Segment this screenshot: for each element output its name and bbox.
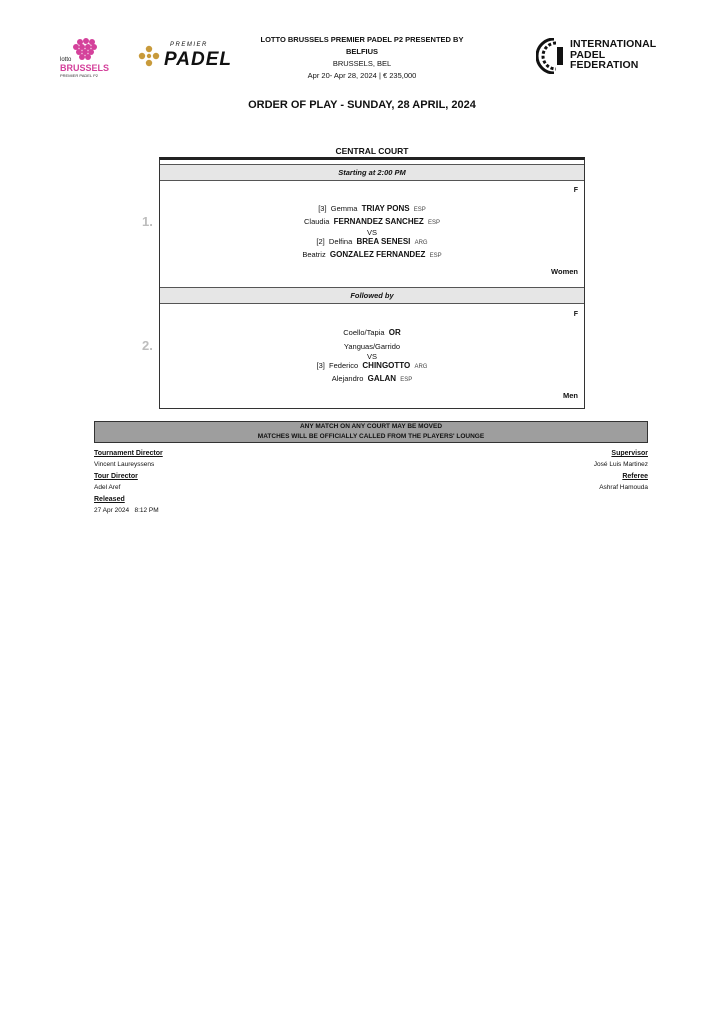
player-surname: CHINGOTTO	[362, 361, 411, 370]
ipf-emblem-icon	[536, 38, 566, 74]
referee-label: Referee	[622, 473, 648, 480]
released-label: Released	[94, 496, 125, 503]
player-seed: [3]	[318, 204, 327, 213]
match-2-team-2	[160, 342, 584, 351]
notice-line-1: ANY MATCH ON ANY COURT MAY BE MOVED	[299, 423, 443, 430]
padel-star-icon	[138, 45, 160, 67]
player-surname: FERNANDEZ SANCHEZ	[333, 217, 424, 226]
logo-brussels-word: BRUSSELS	[60, 63, 110, 73]
lotto-brussels-logo	[58, 36, 114, 78]
player-surname: TRIAY PONS	[361, 204, 410, 213]
player-first-name: Claudia	[303, 217, 330, 226]
logo-premier-word: PREMIER	[170, 42, 208, 48]
team-names: Coello/Tapia	[343, 328, 385, 337]
player-first-name: Gemma	[330, 204, 358, 213]
match-number-1: 1.	[142, 214, 153, 229]
match-1-player-2	[160, 217, 584, 226]
match-2-player-3	[160, 361, 584, 370]
player-nationality: ARG	[414, 364, 428, 370]
event-name-line2: BELFIUS	[345, 47, 379, 56]
court-name: CENTRAL COURT	[335, 146, 409, 156]
player-nationality: ESP	[400, 377, 413, 383]
match-2-time-band: Followed by	[160, 287, 584, 304]
page-title: ORDER OF PLAY - SUNDAY, 28 APRIL, 2024	[248, 99, 476, 111]
logo-p2-word: PREMIER PADEL P2	[60, 73, 99, 78]
ipf-line3: FEDERATION	[570, 59, 639, 71]
tour-director-name: Adel Aref	[94, 484, 121, 491]
match-1-round: F	[573, 187, 578, 194]
player-seed: [2]	[316, 237, 325, 246]
tour-director-label: Tour Director	[94, 473, 138, 480]
logo-padel-word: PADEL	[164, 49, 232, 70]
ipf-line2: PADEL	[570, 48, 606, 61]
player-nationality: ESP	[428, 220, 441, 226]
match-1-player-1	[160, 204, 584, 213]
match-1-time-band: Starting at 2:00 PM	[160, 164, 584, 181]
match-2-vs: VS	[366, 352, 377, 361]
tournament-director-label: Tournament Director	[94, 450, 163, 457]
player-nationality: ESP	[413, 207, 426, 213]
player-first-name: Delfina	[328, 237, 353, 246]
event-name-line1: LOTTO BRUSSELS PREMIER PADEL P2 PRESENTED BY	[260, 35, 464, 44]
match-1-category: Women	[551, 267, 578, 276]
player-first-name: Federico	[329, 361, 359, 370]
match-2-category: Men	[563, 391, 578, 400]
player-first-name: Beatriz	[302, 250, 326, 259]
tournament-director-name: Vincent Laureyssens	[94, 461, 155, 468]
referee-name: Ashraf Hamouda	[599, 484, 648, 491]
match-1-player-3	[160, 237, 584, 246]
premier-padel-logo	[138, 42, 242, 72]
player-surname: BREA SENESI	[356, 237, 411, 246]
event-header	[230, 34, 494, 82]
logo-lotto-word: lotto	[60, 57, 72, 63]
match-1-vs: VS	[366, 228, 377, 237]
notice-banner	[94, 421, 648, 443]
match-1-player-4	[160, 250, 584, 259]
event-location: BRUSSELS, BEL	[332, 59, 392, 68]
ipf-line1: INTERNATIONAL	[570, 38, 657, 50]
team-names: Yanguas/Garrido	[343, 342, 401, 351]
court-schedule-box	[159, 157, 585, 409]
match-2-player-4	[160, 374, 584, 383]
ipf-logo	[536, 36, 657, 76]
match-2-round: F	[573, 311, 578, 318]
team-or: OR	[388, 328, 401, 337]
player-surname: GALAN	[367, 374, 397, 383]
match-2-team-1	[160, 328, 584, 337]
released-datetime: 27 Apr 2024 8:12 PM	[94, 507, 159, 514]
player-first-name: Alejandro	[331, 374, 364, 383]
player-surname: GONZALEZ FERNANDEZ	[329, 250, 426, 259]
notice-line-2: MATCHES WILL BE OFFICIALLY CALLED FROM THE PLAYERS' LOUNGE	[257, 433, 485, 440]
player-nationality: ESP	[429, 253, 442, 259]
match-number-2: 2.	[142, 338, 153, 353]
player-nationality: ARG	[414, 240, 428, 246]
event-dates-prize: Apr 20- Apr 28, 2024 | € 235,000	[307, 71, 417, 80]
supervisor-label: Supervisor	[611, 450, 648, 457]
player-seed: [3]	[316, 361, 325, 370]
supervisor-name: José Luis Martinez	[593, 461, 648, 468]
